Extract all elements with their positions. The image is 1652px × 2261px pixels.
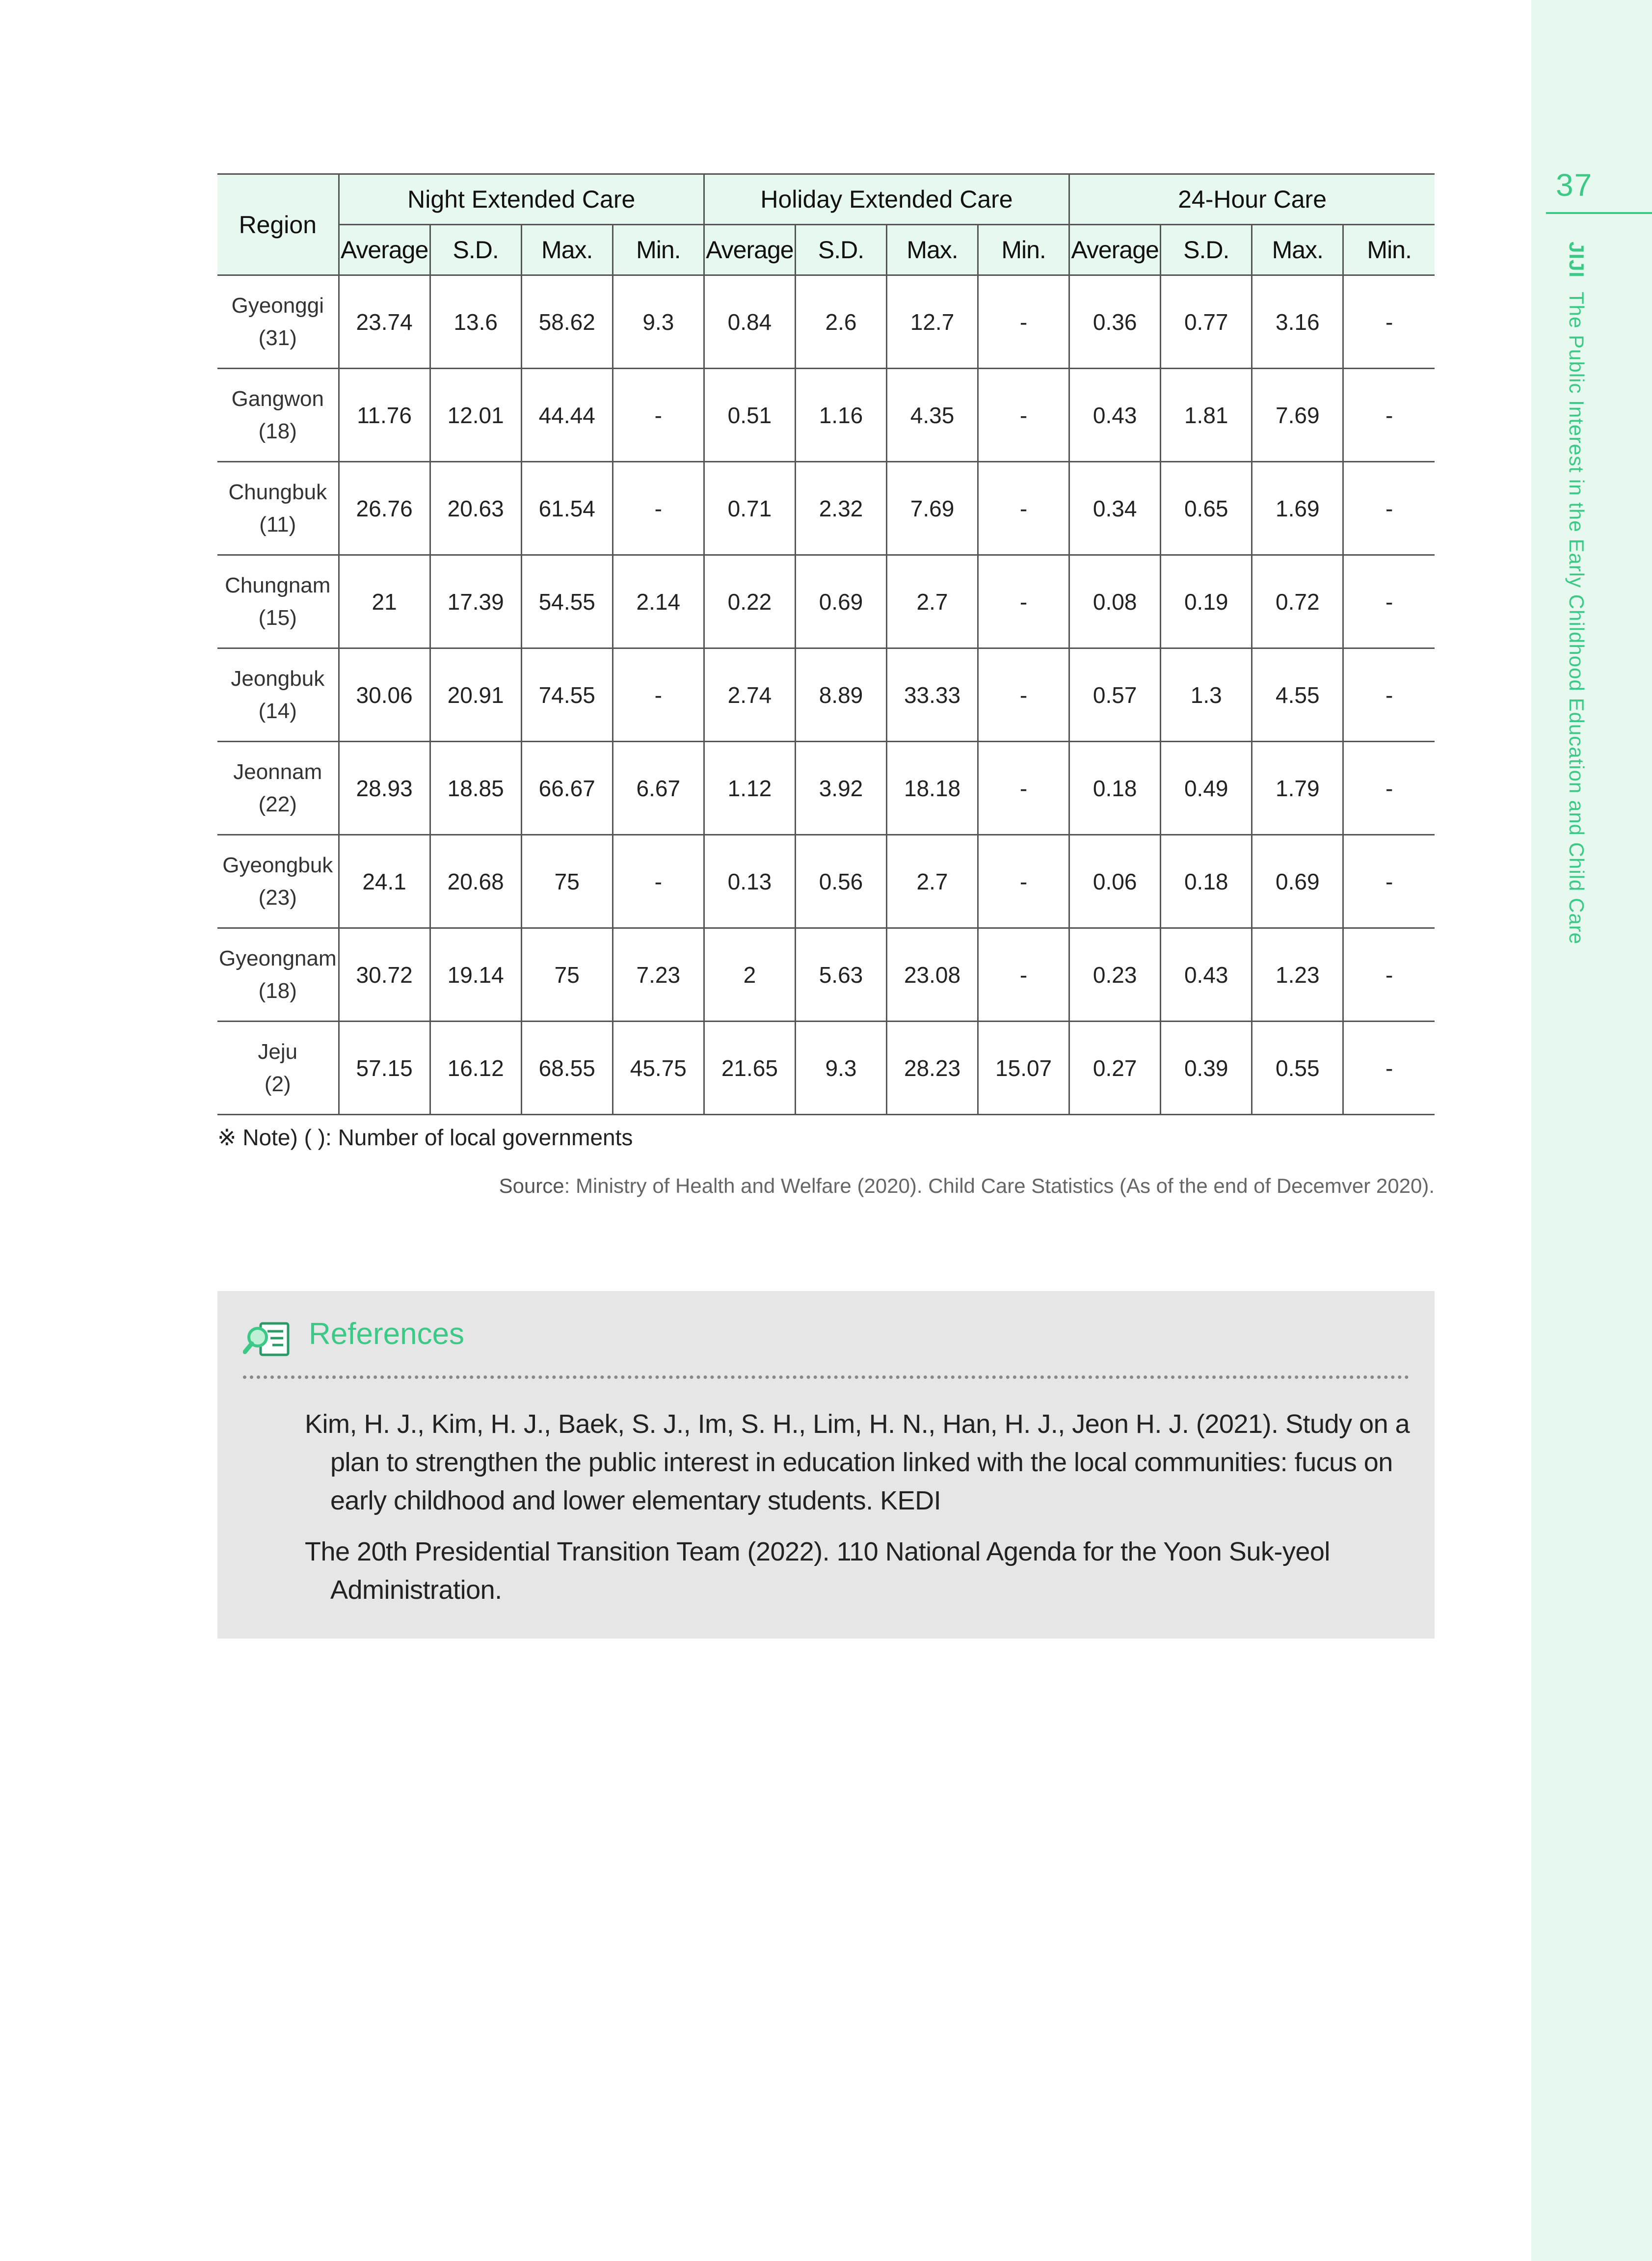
table-row — [217, 555, 1435, 648]
value-cell: 0.65 — [1161, 462, 1252, 555]
region-count: (11) — [259, 512, 296, 537]
value-cell: - — [613, 648, 704, 742]
value-cell: 54.55 — [521, 555, 613, 648]
value-cell: - — [613, 462, 704, 555]
value-cell: 26.76 — [339, 462, 430, 555]
subheader-max: Max. — [521, 225, 613, 275]
value-cell: 0.51 — [704, 369, 795, 462]
value-cell: - — [1343, 555, 1435, 648]
value-cell: 7.69 — [887, 462, 978, 555]
right-sidebar — [1531, 0, 1652, 2261]
value-cell: 74.55 — [521, 648, 613, 742]
region-cell — [217, 275, 339, 369]
region-count: (14) — [258, 699, 297, 723]
subheader-average: Average — [704, 225, 795, 275]
value-cell: 3.92 — [795, 742, 886, 835]
value-cell: 0.57 — [1069, 648, 1161, 742]
page-number-rule — [1546, 212, 1652, 214]
value-cell: 0.36 — [1069, 275, 1161, 369]
value-cell: 66.67 — [521, 742, 613, 835]
region-cell — [217, 835, 339, 928]
value-cell: - — [978, 275, 1069, 369]
value-cell: - — [978, 462, 1069, 555]
value-cell: 2.32 — [795, 462, 886, 555]
value-cell: 0.43 — [1069, 369, 1161, 462]
value-cell: 1.12 — [704, 742, 795, 835]
region-cell — [217, 1022, 339, 1115]
value-cell: 0.72 — [1252, 555, 1343, 648]
value-cell: 0.08 — [1069, 555, 1161, 648]
region-cell — [217, 648, 339, 742]
value-cell: 6.67 — [613, 742, 704, 835]
extended-care-table — [217, 173, 1435, 1115]
value-cell: 0.18 — [1069, 742, 1161, 835]
references-box — [217, 1291, 1435, 1639]
value-cell: - — [978, 555, 1069, 648]
region-name: Jeonnam — [233, 759, 322, 784]
value-cell: 21.65 — [704, 1022, 795, 1115]
value-cell: 0.71 — [704, 462, 795, 555]
value-cell: 0.23 — [1069, 928, 1161, 1022]
value-cell: 19.14 — [430, 928, 521, 1022]
value-cell: 12.01 — [430, 369, 521, 462]
region-name: Chungnam — [225, 573, 331, 597]
table-row — [217, 648, 1435, 742]
value-cell: - — [978, 369, 1069, 462]
value-cell: 2.74 — [704, 648, 795, 742]
value-cell: - — [1343, 835, 1435, 928]
magnifier-document-icon — [243, 1320, 292, 1360]
value-cell: 12.7 — [887, 275, 978, 369]
region-count: (22) — [258, 792, 297, 816]
page-number: 37 — [1556, 167, 1593, 203]
value-cell: 1.3 — [1161, 648, 1252, 742]
region-name: Jeju — [258, 1039, 298, 1064]
brand-mark: JIJI — [1565, 242, 1588, 278]
region-cell — [217, 369, 339, 462]
value-cell: 0.27 — [1069, 1022, 1161, 1115]
region-cell — [217, 742, 339, 835]
value-cell: 0.43 — [1161, 928, 1252, 1022]
value-cell: 0.19 — [1161, 555, 1252, 648]
value-cell: 44.44 — [521, 369, 613, 462]
subheader-min: Min. — [978, 225, 1069, 275]
region-count: (23) — [258, 885, 297, 910]
value-cell: 30.06 — [339, 648, 430, 742]
value-cell: 9.3 — [613, 275, 704, 369]
value-cell: 8.89 — [795, 648, 886, 742]
table-source — [499, 1174, 1435, 1198]
region-count: (2) — [264, 1072, 291, 1096]
value-cell: 9.3 — [795, 1022, 886, 1115]
value-cell: - — [978, 835, 1069, 928]
value-cell: 4.55 — [1252, 648, 1343, 742]
value-cell: - — [1343, 648, 1435, 742]
value-cell: - — [1343, 1022, 1435, 1115]
value-cell: - — [1343, 742, 1435, 835]
value-cell: - — [978, 648, 1069, 742]
value-cell: 0.56 — [795, 835, 886, 928]
group-header-night: Night Extended Care — [339, 174, 704, 225]
references-divider — [243, 1375, 1409, 1379]
subheader-min: Min. — [613, 225, 704, 275]
source-text: : Ministry of Health and Welfare (2020). Child Care Statistics (As of the end of Decemver 2020). — [564, 1174, 1435, 1197]
region-count: (15) — [258, 605, 297, 630]
value-cell: 5.63 — [795, 928, 886, 1022]
table-row — [217, 835, 1435, 928]
value-cell: 75 — [521, 835, 613, 928]
value-cell: 2.14 — [613, 555, 704, 648]
group-header-24hour: 24-Hour Care — [1069, 174, 1435, 225]
region-cell — [217, 462, 339, 555]
value-cell: 1.23 — [1252, 928, 1343, 1022]
source-label: Source — [499, 1174, 564, 1197]
value-cell: 0.06 — [1069, 835, 1161, 928]
table-row — [217, 742, 1435, 835]
group-header-holiday: Holiday Extended Care — [704, 174, 1069, 225]
value-cell: 2.7 — [887, 555, 978, 648]
value-cell: 0.69 — [1252, 835, 1343, 928]
table-row — [217, 928, 1435, 1022]
value-cell: 2.6 — [795, 275, 886, 369]
value-cell: 7.23 — [613, 928, 704, 1022]
region-header: Region — [217, 174, 339, 275]
value-cell: 16.12 — [430, 1022, 521, 1115]
table-row — [217, 1022, 1435, 1115]
value-cell: 28.93 — [339, 742, 430, 835]
value-cell: 15.07 — [978, 1022, 1069, 1115]
subheader-average: Average — [1069, 225, 1161, 275]
value-cell: 1.81 — [1161, 369, 1252, 462]
region-cell — [217, 555, 339, 648]
value-cell: 11.76 — [339, 369, 430, 462]
value-cell: 18.18 — [887, 742, 978, 835]
value-cell: - — [1343, 275, 1435, 369]
value-cell: 1.79 — [1252, 742, 1343, 835]
region-name: Chungbuk — [228, 480, 327, 504]
subheader-max: Max. — [1252, 225, 1343, 275]
value-cell: 75 — [521, 928, 613, 1022]
value-cell: 61.54 — [521, 462, 613, 555]
subheader-sd: S.D. — [1161, 225, 1252, 275]
value-cell: 2.7 — [887, 835, 978, 928]
reference-item: Kim, H. J., Kim, H. J., Baek, S. J., Im, S. H., Lim, H. N., Han, H. J., Jeon H. J. (2021). Study on a plan to strengthen the public interest in education linked with the local communities: fucus on early childhood and lower elementary students. KEDI — [305, 1409, 1410, 1515]
value-cell: - — [1343, 369, 1435, 462]
value-cell: - — [613, 369, 704, 462]
value-cell: 2 — [704, 928, 795, 1022]
running-head — [1565, 242, 1588, 944]
table-row — [217, 275, 1435, 369]
value-cell: 23.74 — [339, 275, 430, 369]
value-cell: 4.35 — [887, 369, 978, 462]
reference-item: The 20th Presidential Transition Team (2022). 110 National Agenda for the Yoon Suk-yeol Administration. — [305, 1537, 1330, 1605]
value-cell: 1.16 — [795, 369, 886, 462]
value-cell: 18.85 — [430, 742, 521, 835]
value-cell: 33.33 — [887, 648, 978, 742]
subheader-min: Min. — [1343, 225, 1435, 275]
value-cell: 28.23 — [887, 1022, 978, 1115]
region-name: Jeongbuk — [231, 666, 325, 691]
value-cell: 0.49 — [1161, 742, 1252, 835]
table-row — [217, 462, 1435, 555]
value-cell: - — [978, 742, 1069, 835]
subheader-sd: S.D. — [430, 225, 521, 275]
value-cell: 21 — [339, 555, 430, 648]
value-cell: 7.69 — [1252, 369, 1343, 462]
value-cell: 58.62 — [521, 275, 613, 369]
table-body — [217, 275, 1435, 1115]
value-cell: 0.84 — [704, 275, 795, 369]
value-cell: 57.15 — [339, 1022, 430, 1115]
value-cell: 30.72 — [339, 928, 430, 1022]
value-cell: 20.68 — [430, 835, 521, 928]
region-name: Gangwon — [231, 386, 324, 411]
value-cell: 13.6 — [430, 275, 521, 369]
value-cell: - — [1343, 928, 1435, 1022]
region-name: Gyeongnam — [218, 946, 337, 970]
value-cell: 3.16 — [1252, 275, 1343, 369]
value-cell: 0.55 — [1252, 1022, 1343, 1115]
references-title: References — [309, 1317, 465, 1351]
value-cell: 20.91 — [430, 648, 521, 742]
value-cell: 23.08 — [887, 928, 978, 1022]
value-cell: 45.75 — [613, 1022, 704, 1115]
value-cell: 17.39 — [430, 555, 521, 648]
subheader-average: Average — [339, 225, 430, 275]
value-cell: 0.77 — [1161, 275, 1252, 369]
value-cell: - — [1343, 462, 1435, 555]
value-cell: 0.39 — [1161, 1022, 1252, 1115]
subheader-sd: S.D. — [795, 225, 886, 275]
value-cell: 20.63 — [430, 462, 521, 555]
value-cell: 0.34 — [1069, 462, 1161, 555]
table-note: ※ Note) ( ): Number of local governments — [217, 1125, 633, 1150]
region-count: (18) — [258, 419, 297, 443]
value-cell: 0.22 — [704, 555, 795, 648]
value-cell: 0.18 — [1161, 835, 1252, 928]
subheader-max: Max. — [887, 225, 978, 275]
table-row — [217, 369, 1435, 462]
value-cell: 1.69 — [1252, 462, 1343, 555]
running-head-title: The Public Interest in the Early Childhood Education and Child Care — [1565, 292, 1588, 945]
value-cell: - — [613, 835, 704, 928]
region-count: (18) — [258, 978, 297, 1003]
region-name: Gyeongbuk — [222, 853, 333, 877]
value-cell: 24.1 — [339, 835, 430, 928]
value-cell: 0.69 — [795, 555, 886, 648]
value-cell: 68.55 — [521, 1022, 613, 1115]
region-name: Gyeonggi — [231, 293, 324, 318]
value-cell: - — [978, 928, 1069, 1022]
region-cell — [217, 928, 339, 1022]
region-count: (31) — [258, 325, 297, 350]
value-cell: 0.13 — [704, 835, 795, 928]
